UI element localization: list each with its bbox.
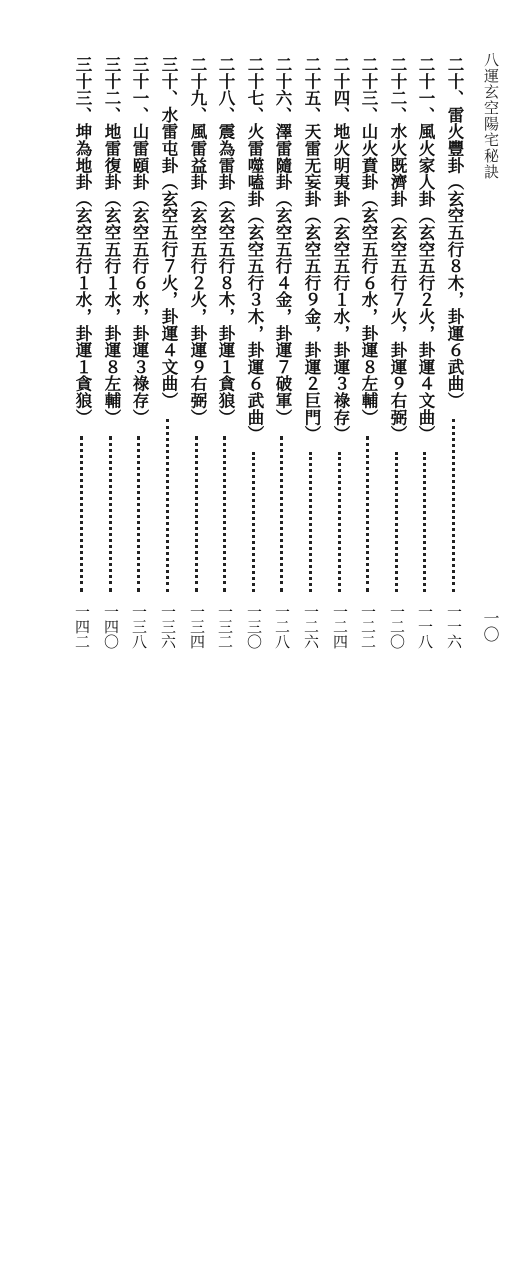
dot-leader (252, 452, 255, 592)
toc-entry-page: 一二〇 (388, 604, 406, 649)
dot-leader (366, 436, 369, 592)
toc-entry[interactable] (412, 56, 438, 649)
toc-entry-page: 一一八 (416, 604, 434, 649)
dot-leader (137, 436, 140, 592)
toc-entry[interactable] (269, 56, 295, 649)
toc-entry-page: 一三八 (130, 604, 148, 649)
dot-leader (309, 452, 312, 592)
toc-entry-page: 一三〇 (245, 604, 263, 649)
toc-entry-page: 一三二 (216, 604, 234, 649)
toc-entry-title: 二十八、震為雷卦（玄空五行８木，卦運１貪狼） (216, 56, 235, 426)
dot-leader (195, 436, 198, 592)
toc-entry[interactable] (298, 56, 324, 649)
toc-entry-title: 二十二、水火既濟卦（玄空五行７火，卦運９右弼） (388, 56, 407, 443)
toc-entry[interactable] (69, 56, 95, 649)
toc-entry-page: 一二八 (273, 604, 291, 649)
toc-entry-page: 一三四 (188, 604, 206, 649)
toc-entry-title: 二十一、風火家人卦（玄空五行２火，卦運４文曲） (416, 56, 435, 443)
toc-entry-title: 二十六、澤雷隨卦（玄空五行４金，卦運７破軍） (273, 56, 292, 426)
toc-entry[interactable] (327, 56, 353, 649)
dot-leader (423, 452, 426, 592)
toc-entry[interactable] (155, 56, 181, 649)
toc-entry[interactable] (241, 56, 267, 649)
toc-entry[interactable] (384, 56, 410, 649)
toc-entry-title: 二十三、山火賁卦（玄空五行６水，卦運８左輔） (359, 56, 378, 426)
dot-leader (166, 419, 169, 592)
toc-entry-title: 三十、水雷屯卦（玄空五行７火，卦運４文曲） (159, 56, 178, 409)
toc-entry[interactable] (212, 56, 238, 649)
dot-leader (80, 436, 83, 592)
toc-entry[interactable] (98, 56, 124, 649)
toc-entry-page: 一四〇 (102, 604, 120, 649)
toc-entry-page: 一二二 (359, 604, 377, 649)
toc-entry[interactable] (441, 56, 467, 649)
toc-entry-page: 一一六 (445, 604, 463, 649)
toc-entry-title: 三十二、地雷復卦（玄空五行１水，卦運８左輔） (102, 56, 121, 426)
toc-entry-page: 一三六 (159, 604, 177, 649)
dot-leader (109, 436, 112, 592)
toc-entry-title: 三十三、坤為地卦（玄空五行１水，卦運１貪狼） (73, 56, 92, 426)
toc-entry-title: 二十九、風雷益卦（玄空五行２火，卦運９右弼） (188, 56, 207, 426)
toc-entry[interactable] (355, 56, 381, 649)
running-header-title: 八運玄空陽宅秘訣 (482, 52, 500, 180)
toc-entry-page: 一二四 (331, 604, 349, 649)
toc-entry-title: 二十五、天雷无妄卦（玄空五行９金，卦運２巨門） (302, 56, 321, 443)
toc-entry[interactable] (126, 56, 152, 649)
toc-entry-title: 二十四、地火明夷卦（玄空五行１水，卦運３祿存） (331, 56, 350, 443)
toc-entry-title: 二十七、火雷噬嗑卦（玄空五行３木，卦運６武曲） (245, 56, 264, 443)
dot-leader (338, 452, 341, 592)
dot-leader (223, 436, 226, 592)
toc-entry-title: 二十、雷火豐卦（玄空五行８木，卦運６武曲） (445, 56, 464, 409)
toc-entry-page: 一四二 (73, 604, 91, 649)
toc-entry-title: 三十一、山雷頤卦（玄空五行６水，卦運３祿存） (130, 56, 149, 426)
toc-entry-page: 一二六 (302, 604, 320, 649)
toc-entry[interactable] (184, 56, 210, 649)
page-number: 一〇 (481, 610, 500, 642)
dot-leader (452, 419, 455, 592)
dot-leader (280, 436, 283, 592)
dot-leader (395, 452, 398, 592)
